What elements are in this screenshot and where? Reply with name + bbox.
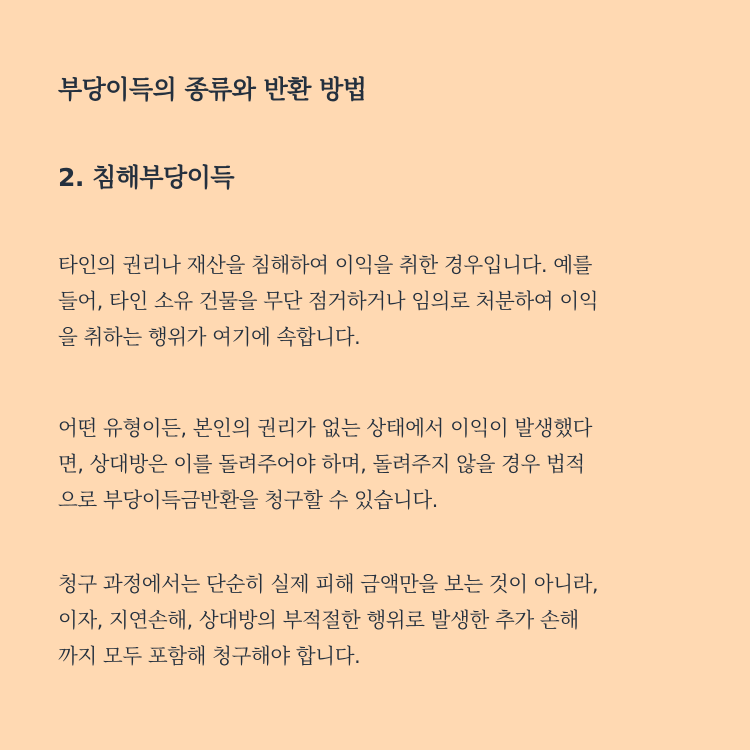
paragraph-line: 타인의 권리나 재산을 침해하여 이익을 취한 경우입니다. 예를 <box>58 253 593 277</box>
section-subtitle: 2. 침해부당이득 <box>58 163 234 192</box>
paragraph-obligation <box>58 410 698 518</box>
paragraph-definition <box>58 247 698 355</box>
page-title: 부당이득의 종류와 반환 방법 <box>58 75 367 104</box>
paragraph-line: 면, 상대방은 이를 돌려주어야 하며, 돌려주지 않을 경우 법적 <box>58 452 585 476</box>
paragraph-line: 까지 모두 포함해 청구해야 합니다. <box>58 644 361 668</box>
paragraph-line: 으로 부당이득금반환을 청구할 수 있습니다. <box>58 488 438 512</box>
paragraph-line: 청구 과정에서는 단순히 실제 피해 금액만을 보는 것이 아니라, <box>58 572 599 596</box>
paragraph-line: 이자, 지연손해, 상대방의 부적절한 행위로 발생한 추가 손해 <box>58 608 579 632</box>
paragraph-line: 들어, 타인 소유 건물을 무단 점거하거나 임의로 처분하여 이익 <box>58 289 599 313</box>
paragraph-line: 을 취하는 행위가 여기에 속합니다. <box>58 325 361 349</box>
paragraph-line: 어떤 유형이든, 본인의 권리가 없는 상태에서 이익이 발생했다 <box>58 416 593 440</box>
paragraph-claim-scope <box>58 566 698 674</box>
